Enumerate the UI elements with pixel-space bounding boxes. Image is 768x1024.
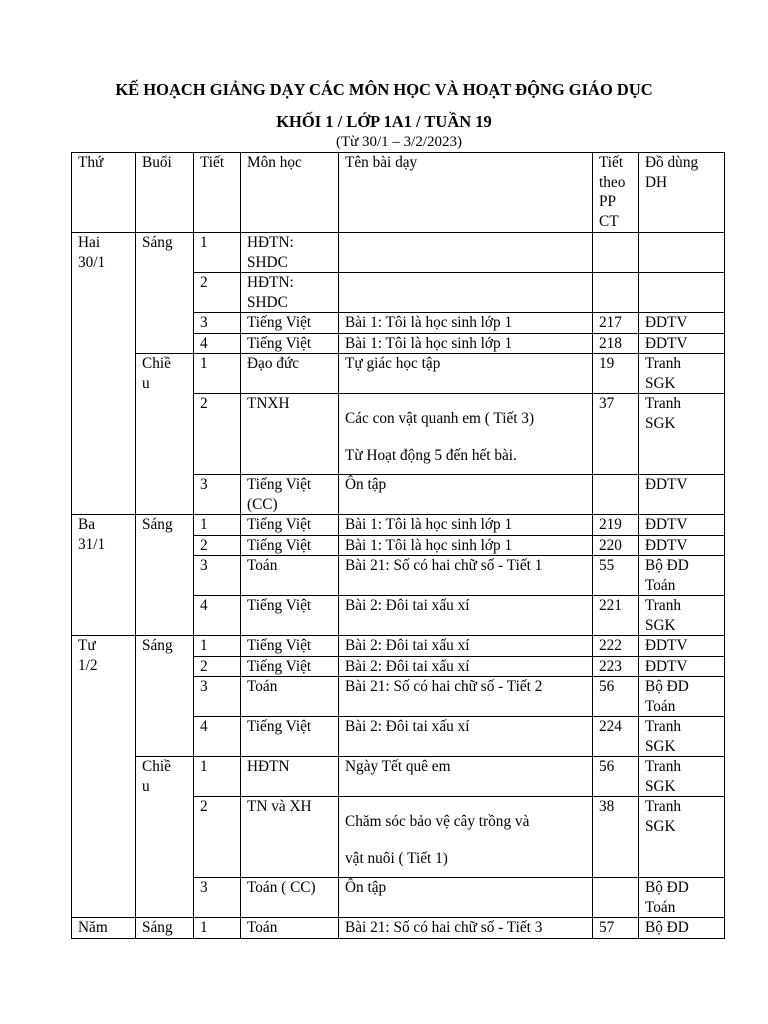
lesson-cell — [339, 918, 593, 939]
materials-cell — [639, 394, 725, 475]
subject-cell-line: Tiếng Việt — [247, 597, 312, 614]
header-ten-bai-day: Tên bài dạy — [339, 153, 593, 233]
subject-cell — [241, 636, 339, 657]
subject-cell-line: Tiếng Việt — [247, 334, 312, 352]
materials-cell-line: ĐDTV — [645, 476, 688, 493]
lesson-cell — [339, 535, 593, 556]
ppct-cell — [593, 878, 639, 918]
subject-cell-line: Toán — [247, 678, 278, 695]
header-thu: Thứ — [72, 153, 136, 233]
subject-cell — [241, 556, 339, 596]
ppct-cell: 56 — [593, 757, 639, 797]
lesson-cell-line: Bài 21: Số có hai chữ số - Tiết 2 — [345, 678, 543, 695]
lesson-cell-line: Bài 1: Tôi là học sinh lớp 1 — [345, 536, 513, 554]
date-range: (Từ 30/1 – 3/2/2023) — [335, 134, 463, 150]
materials-cell — [639, 475, 725, 515]
day-cell-line: 1/2 — [78, 656, 98, 674]
tiet-cell: 2 — [194, 797, 241, 878]
tiet-cell: 3 — [194, 878, 241, 918]
subject-cell — [241, 313, 339, 334]
ppct-cell: 222 — [593, 636, 639, 657]
materials-cell — [639, 878, 725, 918]
tiet-cell: 3 — [194, 475, 241, 515]
day-cell-line: 31/1 — [78, 535, 106, 553]
lesson-cell-line: Bài 2: Đôi tai xấu xí — [345, 657, 470, 675]
header-do-dung: Đồ dùng DH — [639, 153, 725, 233]
table-row — [72, 918, 725, 939]
materials-cell-line: ĐDTV — [645, 536, 688, 554]
materials-cell-line: Toán — [645, 898, 676, 916]
subject-cell — [241, 273, 339, 313]
materials-cell-line: SGK — [645, 817, 676, 835]
table-row — [72, 515, 725, 536]
materials-cell-line: Bộ ĐD — [645, 557, 689, 574]
lesson-cell-line: Bài 1: Tôi là học sinh lớp 1 — [345, 314, 513, 331]
materials-cell-line: SGK — [645, 374, 676, 392]
tiet-cell: 2 — [194, 273, 241, 313]
ppct-cell: 56 — [593, 677, 639, 717]
lesson-cell — [339, 233, 593, 273]
lesson-cell-line: Ôn tập — [345, 476, 387, 493]
lesson-cell — [339, 878, 593, 918]
page-title: KẾ HOẠCH GIẢNG DẠY CÁC MÔN HỌC VÀ HOẠT ĐỘNG GIÁO DỤC — [115, 80, 653, 99]
subject-cell — [241, 233, 339, 273]
lesson-cell — [339, 596, 593, 636]
tiet-cell: 4 — [194, 717, 241, 757]
lesson-cell — [339, 394, 593, 475]
subject-cell — [241, 717, 339, 757]
ppct-cell: 221 — [593, 596, 639, 636]
subject-cell-line: Tiếng Việt — [247, 657, 312, 675]
tiet-cell: 3 — [194, 313, 241, 334]
materials-cell — [639, 918, 725, 939]
materials-cell — [639, 757, 725, 797]
schedule-table — [71, 152, 725, 939]
day-cell-line: Tư — [78, 637, 96, 654]
materials-cell — [639, 233, 725, 273]
subject-cell-line: Tiếng Việt — [247, 314, 312, 331]
subject-cell-line: Đạo đức — [247, 355, 300, 372]
lesson-cell-line: Bài 21: Số có hai chữ số - Tiết 3 — [345, 919, 543, 936]
lesson-cell — [339, 636, 593, 657]
materials-cell-line: SGK — [645, 616, 676, 634]
table-row — [72, 757, 725, 797]
lesson-cell-line: Bài 2: Đôi tai xấu xí — [345, 718, 470, 735]
ppct-cell: 37 — [593, 394, 639, 475]
subject-cell-line: Toán ( CC) — [247, 879, 316, 896]
lesson-cell — [339, 354, 593, 394]
subject-cell — [241, 333, 339, 354]
session-cell: Sáng — [136, 233, 194, 354]
subject-cell-line: Tiếng Việt — [247, 476, 312, 493]
table-header-row — [72, 153, 725, 233]
materials-cell-line: SGK — [645, 414, 676, 432]
lesson-cell — [339, 313, 593, 334]
ppct-cell — [593, 273, 639, 313]
subject-cell-line: TN và XH — [247, 798, 312, 815]
header-tiet-ppct: Tiết theo PP CT — [593, 153, 639, 233]
subject-cell-line: HĐTN: — [247, 274, 294, 291]
subject-cell — [241, 515, 339, 536]
day-cell-line: Ba — [78, 516, 95, 533]
materials-cell-line: Bộ ĐD — [645, 678, 689, 695]
session-cell: Sáng — [136, 636, 194, 757]
day-cell-line: 30/1 — [78, 253, 106, 271]
lesson-cell — [339, 757, 593, 797]
ppct-cell: 220 — [593, 535, 639, 556]
lesson-cell-line: Chăm sóc bảo vệ cây trồng và — [345, 813, 530, 830]
ppct-cell — [593, 233, 639, 273]
materials-cell-line: SGK — [645, 737, 676, 755]
lesson-cell — [339, 717, 593, 757]
tiet-cell: 1 — [194, 354, 241, 394]
ppct-cell: 217 — [593, 313, 639, 334]
subject-cell-line: TNXH — [247, 395, 290, 412]
tiet-cell: 1 — [194, 757, 241, 797]
materials-cell — [639, 596, 725, 636]
materials-cell — [639, 797, 725, 878]
session-cell-line: Chiề — [142, 758, 171, 775]
subject-cell — [241, 878, 339, 918]
lesson-cell-line: vật nuôi ( Tiết 1) — [345, 850, 448, 867]
lesson-cell — [339, 656, 593, 677]
lesson-cell-line: Bài 2: Đôi tai xấu xí — [345, 597, 470, 614]
class-week-subtitle: KHỐI 1 / LỚP 1A1 / TUẦN 19 — [276, 112, 492, 131]
session-cell: Sáng — [136, 515, 194, 636]
lesson-cell-line: Bài 21: Số có hai chữ số - Tiết 1 — [345, 557, 543, 574]
session-cell-line: u — [142, 374, 150, 392]
tiet-cell: 2 — [194, 394, 241, 475]
lesson-cell — [339, 556, 593, 596]
materials-cell-line: Bộ ĐD — [645, 879, 689, 896]
ppct-cell: 223 — [593, 656, 639, 677]
tiet-cell: 4 — [194, 333, 241, 354]
subject-cell — [241, 596, 339, 636]
materials-cell — [639, 333, 725, 354]
lesson-cell-line: Tự giác học tập — [345, 355, 441, 372]
materials-cell-line: Tranh — [645, 798, 681, 815]
tiet-cell: 1 — [194, 918, 241, 939]
table-row — [72, 636, 725, 657]
materials-cell — [639, 677, 725, 717]
ppct-cell: 19 — [593, 354, 639, 394]
ppct-cell: 218 — [593, 333, 639, 354]
tiet-cell: 4 — [194, 596, 241, 636]
materials-cell — [639, 273, 725, 313]
day-cell: Năm — [72, 918, 136, 939]
tiet-cell: 3 — [194, 556, 241, 596]
materials-cell — [639, 535, 725, 556]
day-cell-line: Hai — [78, 234, 101, 251]
materials-cell-line: ĐDTV — [645, 637, 688, 654]
materials-cell-line: Tranh — [645, 597, 681, 614]
tiet-cell: 3 — [194, 677, 241, 717]
ppct-cell: 224 — [593, 717, 639, 757]
subject-cell-line: HĐTN: — [247, 234, 294, 251]
materials-cell-line: Toán — [645, 697, 676, 715]
subject-cell — [241, 394, 339, 475]
materials-cell-line: ĐDTV — [645, 516, 688, 533]
session-cell: Sáng — [136, 918, 194, 939]
lesson-cell — [339, 515, 593, 536]
subject-cell-line: Toán — [247, 557, 278, 574]
lesson-cell — [339, 333, 593, 354]
materials-cell-line: Tranh — [645, 758, 681, 775]
subject-cell — [241, 677, 339, 717]
subject-cell-line: HĐTN — [247, 758, 290, 775]
session-cell — [136, 354, 194, 515]
tiet-cell: 1 — [194, 233, 241, 273]
ppct-cell — [593, 475, 639, 515]
materials-cell-line: SGK — [645, 777, 676, 795]
lesson-cell-line: Các con vật quanh em ( Tiết 3) — [345, 410, 535, 427]
subject-cell-line: Tiếng Việt — [247, 536, 312, 554]
subject-cell-line: Tiếng Việt — [247, 516, 312, 533]
ppct-cell: 57 — [593, 918, 639, 939]
header-buoi: Buổi — [136, 153, 194, 233]
lesson-cell-line: Bài 1: Tôi là học sinh lớp 1 — [345, 334, 513, 352]
lesson-cell — [339, 273, 593, 313]
subject-cell — [241, 475, 339, 515]
materials-cell — [639, 717, 725, 757]
day-cell — [72, 515, 136, 636]
subject-cell — [241, 656, 339, 677]
subject-cell — [241, 354, 339, 394]
lesson-cell-line: Bài 1: Tôi là học sinh lớp 1 — [345, 516, 513, 533]
materials-cell — [639, 556, 725, 596]
materials-cell-line: Tranh — [645, 395, 681, 412]
subject-cell-line: SHDC — [247, 253, 288, 271]
ppct-cell: 219 — [593, 515, 639, 536]
materials-cell-line: ĐDTV — [645, 334, 688, 352]
session-cell — [136, 757, 194, 918]
materials-cell-line: Bộ ĐD — [645, 919, 689, 936]
tiet-cell: 1 — [194, 515, 241, 536]
materials-cell-line: Toán — [645, 576, 676, 594]
lesson-cell-line: Ôn tập — [345, 879, 387, 896]
materials-cell-line: Tranh — [645, 718, 681, 735]
materials-cell-line: ĐDTV — [645, 314, 688, 331]
lesson-cell-line: Bài 2: Đôi tai xấu xí — [345, 637, 470, 654]
header-mon-hoc: Môn học — [241, 153, 339, 233]
materials-cell — [639, 656, 725, 677]
lesson-cell — [339, 797, 593, 878]
table-row — [72, 354, 725, 394]
table-row — [72, 233, 725, 273]
tiet-cell: 1 — [194, 636, 241, 657]
day-cell — [72, 636, 136, 918]
subject-cell-line: (CC) — [247, 495, 278, 513]
materials-cell-line: ĐDTV — [645, 657, 688, 675]
subject-cell-line: Tiếng Việt — [247, 637, 312, 654]
lesson-cell — [339, 475, 593, 515]
subject-cell-line: Toán — [247, 919, 278, 936]
subject-cell-line: Tiếng Việt — [247, 718, 312, 735]
session-cell-line: u — [142, 777, 150, 795]
lesson-cell-line: Ngày Tết quê em — [345, 758, 451, 775]
tiet-cell: 2 — [194, 656, 241, 677]
tiet-cell: 2 — [194, 535, 241, 556]
session-cell-line: Chiề — [142, 355, 171, 372]
lesson-cell-line: Từ Hoạt động 5 đến hết bài. — [345, 447, 517, 464]
ppct-cell: 55 — [593, 556, 639, 596]
subject-cell — [241, 535, 339, 556]
materials-cell — [639, 515, 725, 536]
lesson-cell — [339, 677, 593, 717]
ppct-cell: 38 — [593, 797, 639, 878]
subject-cell — [241, 797, 339, 878]
materials-cell — [639, 636, 725, 657]
materials-cell — [639, 313, 725, 334]
materials-cell — [639, 354, 725, 394]
header-tiet: Tiết — [194, 153, 241, 233]
subject-cell-line: SHDC — [247, 293, 288, 311]
subject-cell — [241, 757, 339, 797]
day-cell — [72, 233, 136, 515]
materials-cell-line: Tranh — [645, 355, 681, 372]
subject-cell — [241, 918, 339, 939]
